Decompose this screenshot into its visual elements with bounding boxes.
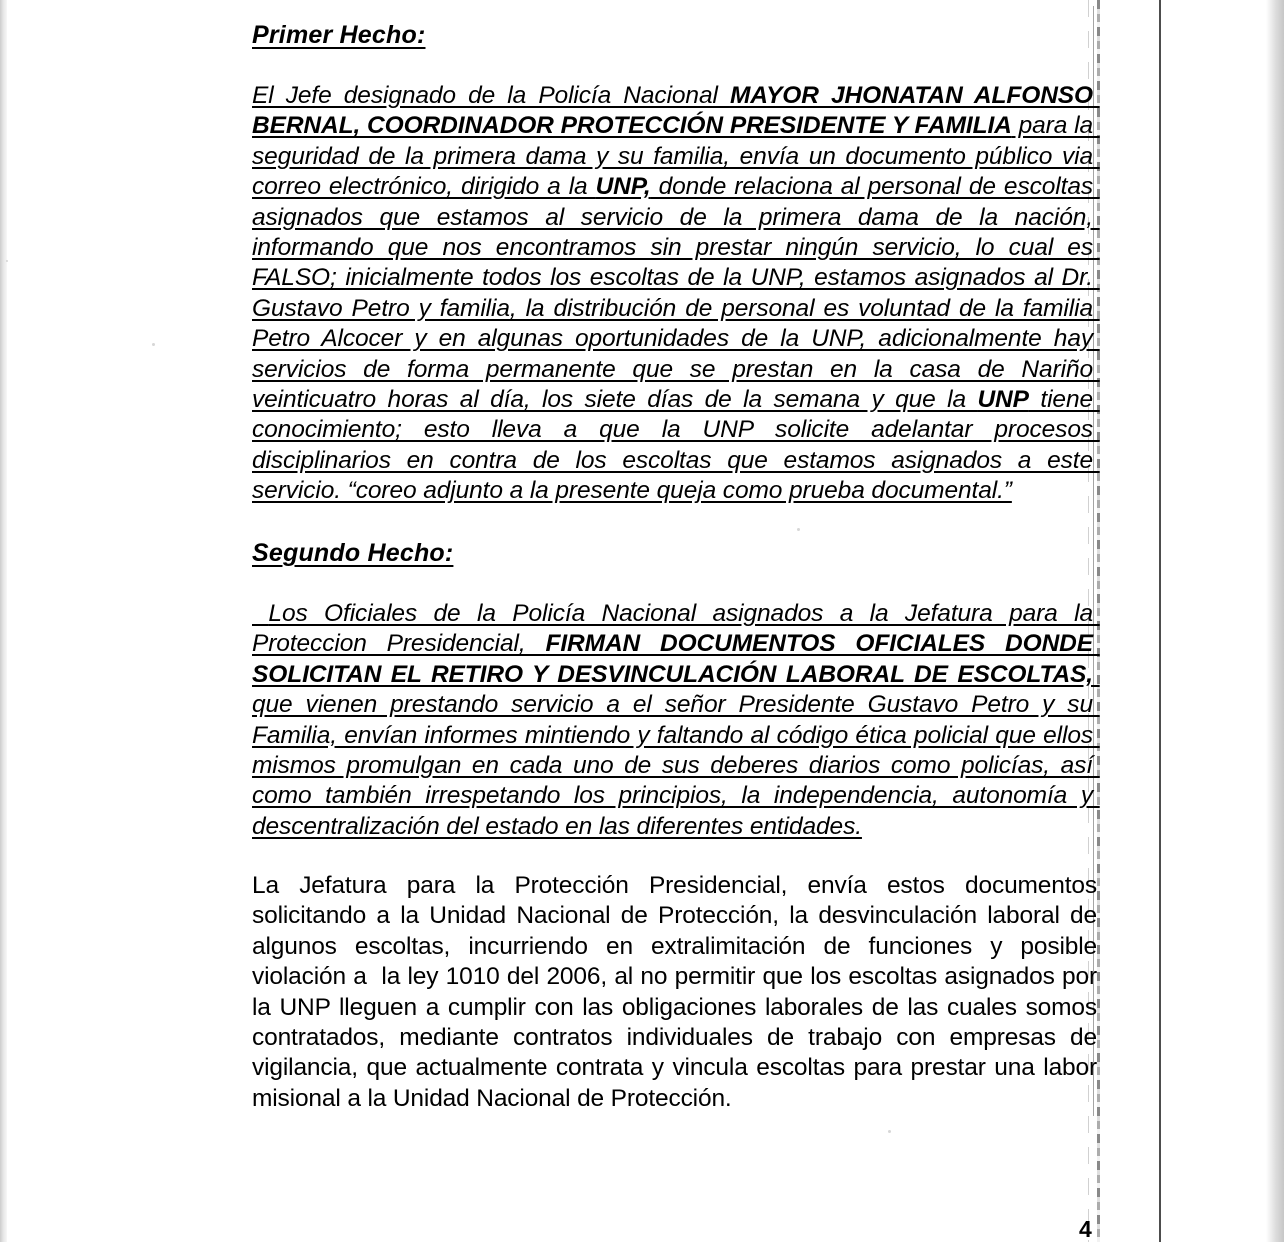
page-right-edge-shadow [1266,0,1284,1242]
section-heading-primer-hecho: Primer Hecho: [252,21,426,49]
section-heading-segundo-hecho: Segundo Hecho: [252,539,454,567]
scan-speck [6,260,8,262]
scan-speck [797,528,800,531]
section-body-primer-hecho: El Jefe designado de la Policía Nacional MAYOR JHONATAN ALFONSO BERNAL, COORDINADOR PROTECCIÓN PRESIDENTE Y FAMILIA para la seguridad de la primera dama y su familia, envía un documento público via correo electrónico, dirigido a la UNP, donde relaciona al personal de escoltas asignados que estamos al servicio de la primera dama de la nación, informando que nos encontramos sin prestar ningún servicio, lo cual es FALSO; inicialmente todos los escoltas de la UNP, estamos asignados al Dr. Gustavo Petro y familia, la distribución de personal es voluntad de la familia Petro Alcocer y en algunas oportunidades de la UNP, adicionalmente hay servicios de forma permanente que se prestan en la casa de Nariño veinticuatro horas al día, los siete días de la semana y que la UNP tiene conocimiento; esto lleva a que la UNP solicite adelantar procesos disciplinarios en contra de los escoltas que estamos asignados a este servicio. “coreo adjunto a la presente queja como prueba documental.” [252,82,1100,505]
page-left-edge-artifact [0,0,7,1242]
scan-artifact-line-solid [1159,0,1161,1242]
scan-speck [152,343,155,346]
section-body-segundo-hecho: Los Oficiales de la Policía Nacional asignados a la Jefatura para la Proteccion Presidencial, FIRMAN DOCUMENTOS OFICIALES DONDE SOLICITAN EL RETIRO Y DESVINCULACIÓN LABORAL DE ESCOLTAS, que vienen prestando servicio a el señor Presidente Gustavo Petro y su Familia, envían informes mintiendo y faltando al código ética policial que ellos mismos promulgan en cada uno de sus deberes diarios como policías, así como también irrespetando los principios, la independencia, autonomía y descentralización del estado en las diferentes entidades. [252,600,1100,840]
page-number: 4 [1079,1216,1092,1242]
section-body-jefatura-proteccion-presidencial: La Jefatura para la Protección Presidencial, envía estos documentos solicitando a la Unidad Nacional de Protección, la desvinculación laboral de algunos escoltas, incurriendo en extralimitación de funciones y posible violación a la ley 1010 del 2006, al no permitir que los escoltas asignados por la UNP lleguen a cumplir con las obligaciones laborales de las cuales somos contratados, mediante contratos individuales de trabajo con empresas de vigilancia, que actualmente contrata y vincula escoltas para prestar una labor misional a la Unidad Nacional de Protección. [252,872,1104,1112]
scan-speck [888,1130,891,1133]
